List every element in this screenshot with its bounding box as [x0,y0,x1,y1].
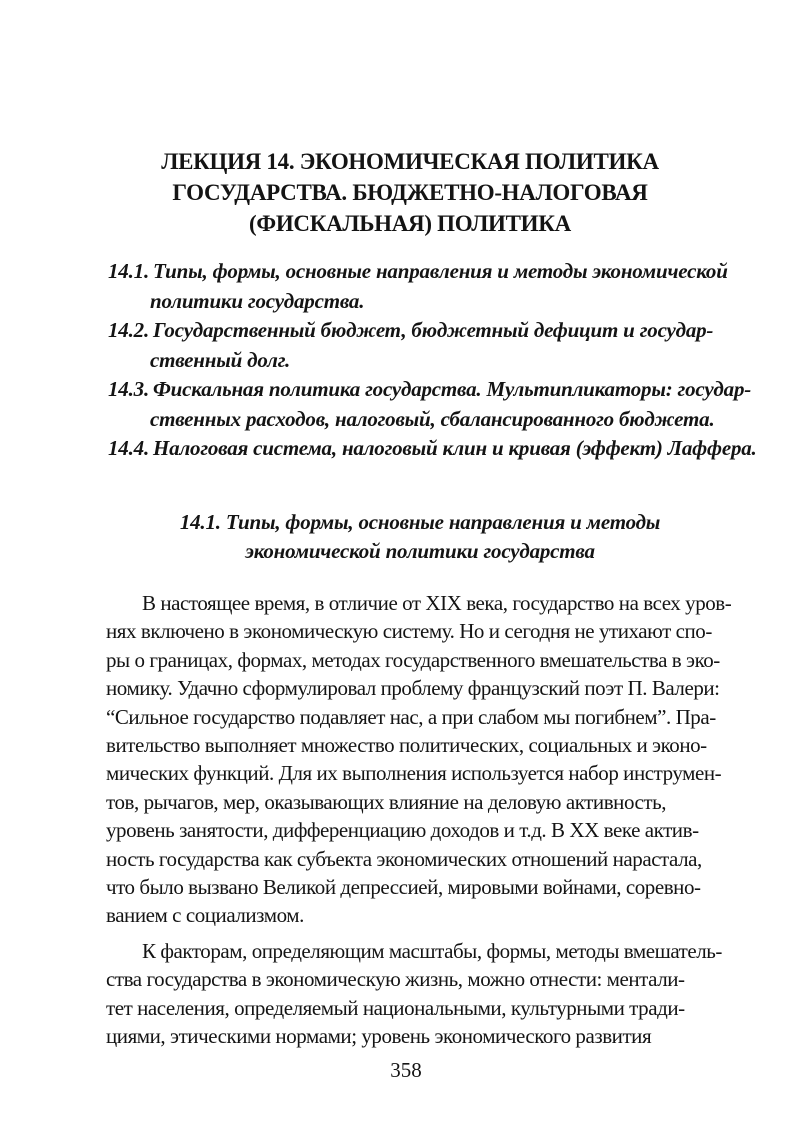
contents-item-continuation: политики государства. [150,288,365,313]
contents-item-number: 14.1. [108,259,150,283]
text-line: нях включено в экономическую систему. Но и сегодня не утихают спо- [106,619,712,644]
contents-item-number: 14.2. [108,318,150,342]
paragraph [106,937,786,1051]
section-heading-line: экономической политики государства [245,539,595,563]
text-line: вительство выполняет множество политических, социальных и эконо- [106,733,707,758]
text-line: уровень занятости, дифференциацию доходов и т.д. В XX веке актив- [106,818,699,843]
contents-item [108,375,788,434]
contents-item-continuation: ственный долг. [150,347,291,372]
contents-item [108,316,788,375]
text-line: ства государства в экономическую жизнь, можно отнести: ментали- [106,967,685,992]
contents-item-number: 14.4. [108,436,150,460]
body-text [106,589,786,1051]
text-line: мических функций. Для их выполнения используется набор инструмен- [106,761,722,786]
text-line: тет населения, определяемый национальными, культурными тради- [106,995,685,1020]
chapter-title-line: ЛЕКЦИЯ 14. ЭКОНОМИЧЕСКАЯ ПОЛИТИКА [161,149,659,174]
text-line: номику. Удачно сформулировал проблему французский поэт П. Валери: [106,676,720,701]
text-line: ры о границах, формах, методах государственного вмешательства в эко- [106,647,720,672]
contents-item-text: Фискальная политика государства. Мультипликаторы: государ- [153,377,752,401]
text-line: тов, рычагов, мер, оказывающих влияние на деловую активность, [106,789,667,814]
chapter-title-line: (ФИСКАЛЬНАЯ) ПОЛИТИКА [249,211,571,236]
text-line: ность государства как субъекта экономических отношений нарастала, [106,846,702,871]
text-line: “Сильное государство подавляет нас, а при слабом мы погибнем”. Пра- [106,704,716,729]
section-heading-line: 14.1. Типы, формы, основные направления и методы [179,510,661,534]
page-number: 358 [390,1058,422,1082]
paragraph [106,589,786,930]
chapter-title [80,146,740,239]
chapter-title-line: ГОСУДАРСТВА. БЮДЖЕТНО-НАЛОГОВАЯ [172,180,648,205]
text-line: К факторам, определяющим масштабы, формы, методы вмешатель- [142,938,722,963]
text-line: ванием с социализмом. [106,903,304,928]
text-line: что было вызвано Великой депрессией, мировыми войнами, соревно- [106,875,701,900]
lecture-contents-list [108,257,788,464]
contents-item-text: Государственный бюджет, бюджетный дефицит и государ- [153,318,714,342]
contents-item-text: Налоговая система, налоговый клин и кривая (эффект) Лаффера. [153,436,757,460]
section-heading [90,508,750,566]
contents-item [108,434,788,464]
contents-item-text: Типы, формы, основные направления и методы экономической [153,259,728,283]
contents-item-continuation: ственных расходов, налоговый, сбалансированного бюджета. [150,406,715,431]
contents-item [108,257,788,316]
text-line: циями, этическими нормами; уровень экономического развития [106,1024,652,1049]
contents-item-number: 14.3. [108,377,150,401]
text-line: В настоящее время, в отличие от XIX века, государство на всех уров- [142,591,732,615]
